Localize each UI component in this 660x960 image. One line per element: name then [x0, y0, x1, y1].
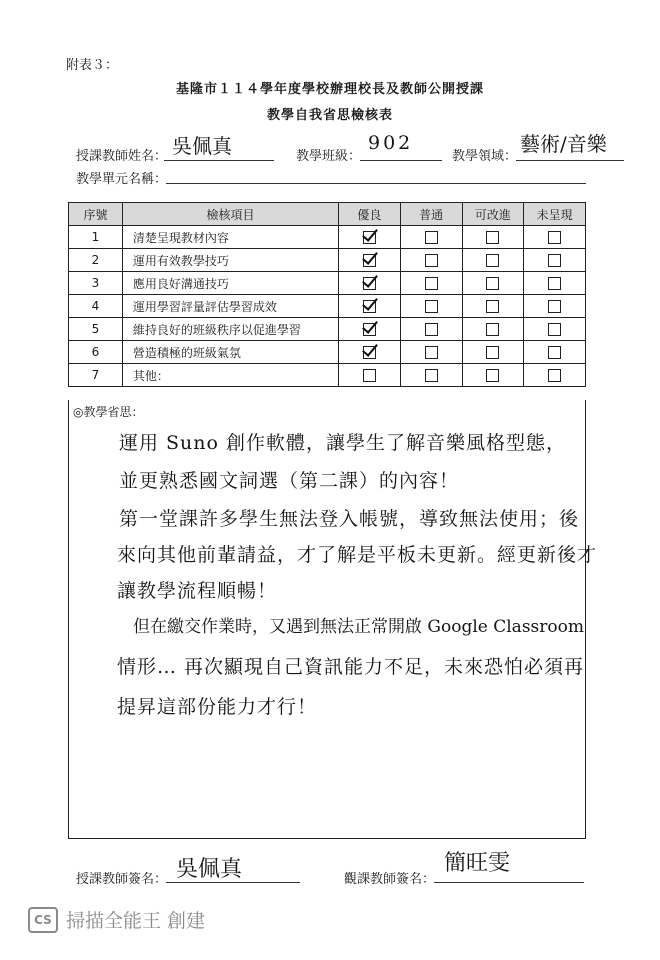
teacher-name-label: 授課教師姓名： — [76, 149, 168, 164]
checkbox-icon[interactable] — [425, 346, 438, 359]
rating-cell — [462, 341, 524, 364]
rating-cell — [400, 249, 462, 272]
page-title: 基隆市１１４學年度學校辦理校長及教師公開授課 — [175, 82, 484, 97]
class-underline — [360, 160, 442, 161]
reflection-line: 但在繳交作業時，又遇到無法正常開啟 Google Classroom — [133, 617, 584, 637]
checkbox-icon[interactable] — [425, 369, 438, 382]
rating-cell — [339, 249, 401, 272]
rating-cell — [400, 364, 462, 387]
watermark-text: 掃描全能王 創建 — [66, 910, 206, 932]
rating-cell — [400, 295, 462, 318]
checkbox-icon[interactable] — [425, 254, 438, 267]
checkbox-icon[interactable] — [548, 369, 561, 382]
rating-cell — [339, 226, 401, 249]
rating-cell — [339, 341, 401, 364]
appendix-label: 附表３： — [66, 58, 119, 73]
checkbox-icon[interactable] — [425, 300, 438, 313]
reflection-line: 並更熟悉國文詞選（第二課）的內容！ — [119, 470, 460, 492]
table-row — [69, 249, 586, 272]
row-item: 其他： — [122, 364, 338, 387]
checkbox-icon[interactable] — [548, 231, 561, 244]
rating-cell — [524, 295, 586, 318]
scanner-watermark — [28, 906, 205, 933]
header-not-shown: 未呈現 — [524, 203, 586, 226]
rating-cell — [524, 341, 586, 364]
header-no: 序號 — [69, 203, 123, 226]
checkbox-icon[interactable] — [548, 346, 561, 359]
header-improvable: 可改進 — [462, 203, 524, 226]
class-label: 教學班級： — [296, 149, 362, 164]
table-row — [69, 318, 586, 341]
reflection-line: 來向其他前輩請益，才了解是平板未更新。經更新後才 — [117, 544, 598, 566]
header-average: 普通 — [400, 203, 462, 226]
table-row — [69, 226, 586, 249]
row-number: 7 — [69, 364, 123, 387]
checkbox-icon[interactable] — [425, 277, 438, 290]
reflection-box — [68, 400, 598, 839]
camscanner-logo-icon: CS — [28, 907, 58, 933]
page-subtitle: 教學自我省思檢核表 — [266, 108, 393, 123]
checkbox-icon[interactable] — [548, 323, 561, 336]
rating-cell — [524, 272, 586, 295]
checkbox-icon[interactable] — [486, 277, 499, 290]
row-item: 營造積極的班級氣氛 — [122, 341, 338, 364]
checkbox-icon[interactable] — [486, 323, 499, 336]
rating-cell — [462, 249, 524, 272]
checkbox-icon[interactable] — [548, 254, 561, 267]
checkbox-icon[interactable] — [548, 300, 561, 313]
rating-cell — [462, 295, 524, 318]
row-number: 2 — [69, 249, 123, 272]
checklist-table — [68, 202, 586, 387]
checked-checkbox-icon[interactable] — [363, 231, 376, 244]
checkbox-icon[interactable] — [486, 300, 499, 313]
table-row — [69, 364, 586, 387]
table-row — [69, 341, 586, 364]
rating-cell — [339, 272, 401, 295]
teacher-name-value: 吳佩真 — [172, 134, 232, 158]
row-number: 6 — [69, 341, 123, 364]
rating-cell — [524, 364, 586, 387]
checked-checkbox-icon[interactable] — [363, 323, 376, 336]
rating-cell — [339, 364, 401, 387]
rating-cell — [462, 318, 524, 341]
checkbox-icon[interactable] — [548, 277, 561, 290]
rating-cell — [462, 272, 524, 295]
row-item: 維持良好的班級秩序以促進學習 — [122, 318, 338, 341]
rating-cell — [462, 364, 524, 387]
checked-checkbox-icon[interactable] — [363, 277, 376, 290]
rating-cell — [462, 226, 524, 249]
checkbox-icon[interactable] — [486, 369, 499, 382]
reflection-label: ◎教學省思： — [73, 405, 144, 419]
row-item: 運用學習評量評估學習成效 — [122, 295, 338, 318]
row-number: 5 — [69, 318, 123, 341]
row-item: 應用良好溝通技巧 — [122, 272, 338, 295]
header-item: 檢核項目 — [122, 203, 338, 226]
header-excellent: 優良 — [339, 203, 401, 226]
row-number: 1 — [69, 226, 123, 249]
rating-cell — [400, 318, 462, 341]
observer-signature-label: 觀課教師簽名： — [344, 872, 436, 887]
rating-cell — [339, 295, 401, 318]
reflection-line: 運用 Suno 創作軟體，讓學生了解音樂風格型態， — [119, 432, 567, 454]
rating-cell — [524, 318, 586, 341]
domain-underline — [516, 160, 624, 161]
teacher-signature-label: 授課教師簽名： — [76, 872, 168, 887]
reflection-line: 第一堂課許多學生無法登入帳號，導致無法使用；後 — [119, 508, 580, 530]
reflection-line: 提昇這部份能力才行！ — [117, 696, 318, 718]
checkbox-icon[interactable] — [425, 231, 438, 244]
rating-cell — [524, 226, 586, 249]
checked-checkbox-icon[interactable] — [363, 300, 376, 313]
rating-cell — [400, 272, 462, 295]
checkbox-icon[interactable] — [486, 346, 499, 359]
row-number: 4 — [69, 295, 123, 318]
rating-cell — [400, 226, 462, 249]
checkbox-icon[interactable] — [363, 369, 376, 382]
row-item: 清楚呈現教材內容 — [122, 226, 338, 249]
table-row — [69, 272, 586, 295]
reflection-line: 讓教學流程順暢！ — [117, 580, 278, 602]
unit-label: 教學單元名稱： — [76, 172, 168, 187]
row-number: 3 — [69, 272, 123, 295]
rating-cell — [339, 318, 401, 341]
checkbox-icon[interactable] — [425, 323, 438, 336]
checked-checkbox-icon[interactable] — [363, 254, 376, 267]
teacher-name-underline — [164, 160, 274, 161]
table-header-row — [69, 203, 586, 226]
rating-cell — [524, 249, 586, 272]
checked-checkbox-icon[interactable] — [363, 346, 376, 359]
observer-signature-underline — [434, 882, 584, 883]
domain-value: 藝術/音樂 — [520, 132, 607, 156]
checkbox-icon[interactable] — [486, 254, 499, 267]
reflection-line: 情形… 再次顯現自己資訊能力不足，未來恐怕必須再 — [117, 656, 585, 678]
class-value: 902 — [368, 132, 414, 154]
teacher-signature: 吳佩真 — [176, 857, 243, 882]
unit-underline — [166, 183, 586, 184]
row-item: 運用有效教學技巧 — [122, 249, 338, 272]
teacher-signature-underline — [166, 882, 300, 883]
table-row — [69, 295, 586, 318]
observer-signature: 簡旺雯 — [444, 851, 511, 876]
rating-cell — [400, 341, 462, 364]
domain-label: 教學領域： — [452, 149, 518, 164]
checkbox-icon[interactable] — [486, 231, 499, 244]
